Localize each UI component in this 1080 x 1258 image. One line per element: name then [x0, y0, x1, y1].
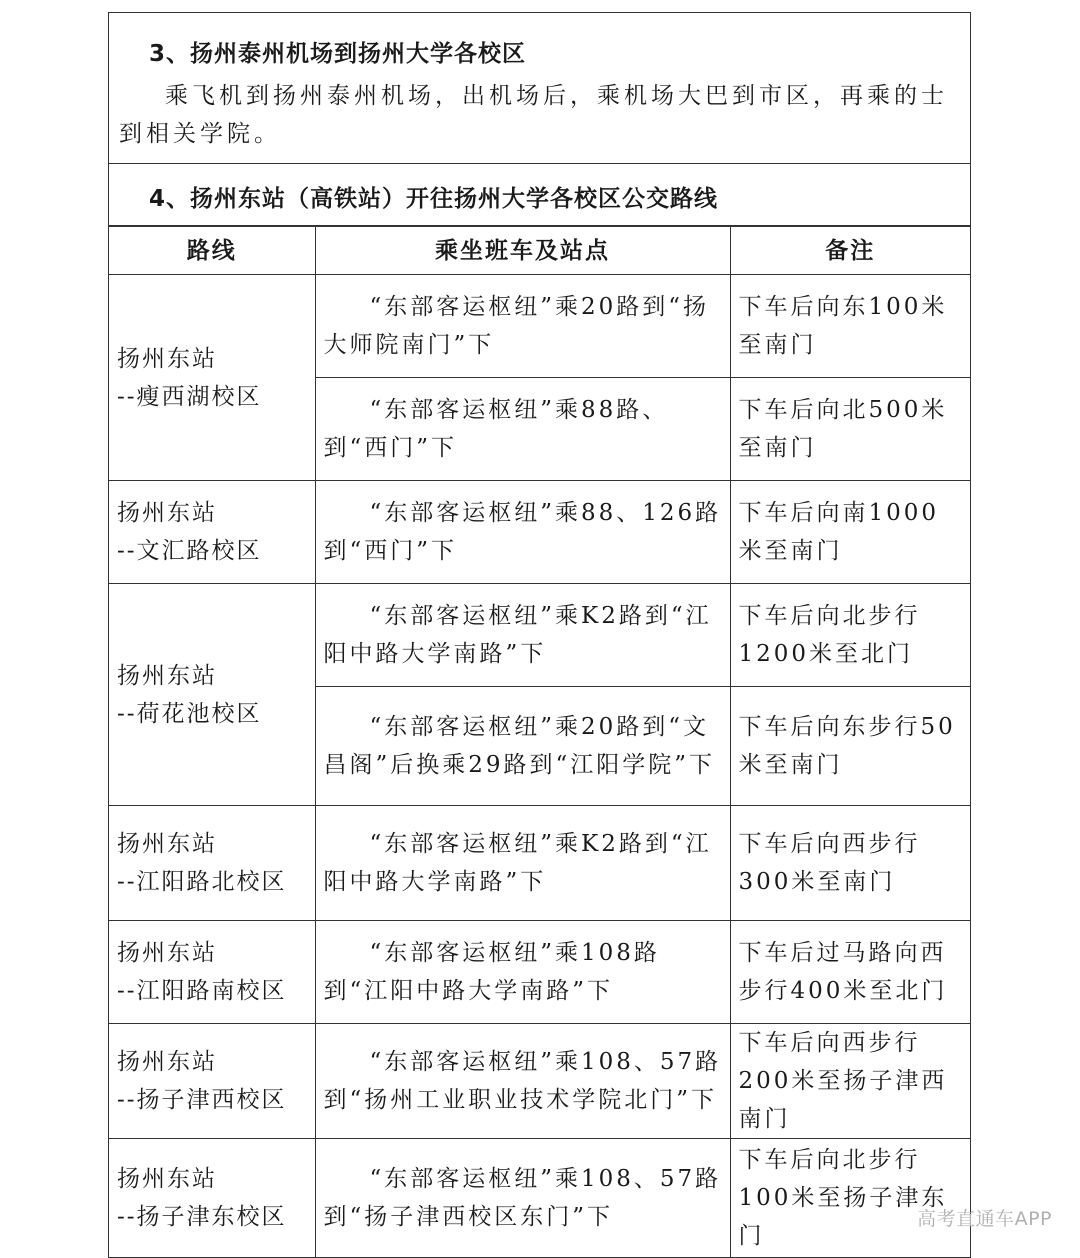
route-origin: 扬州东站 [117, 1049, 217, 1075]
table-row [109, 481, 970, 584]
note-cell: 下车后向北500米至南门 [730, 378, 970, 481]
bus-cell: “东部客运枢纽”乘88路、到“西门”下 [315, 378, 730, 481]
table-row [109, 806, 970, 921]
route-cell [109, 584, 315, 806]
note-cell: 下车后向东步行50米至南门 [730, 687, 970, 806]
route-destination: --扬子津西校区 [117, 1087, 287, 1113]
bus-cell: “东部客运枢纽”乘20路到“扬大师院南门”下 [315, 275, 730, 378]
bus-cell: “东部客运枢纽”乘108、57路到“扬子津西校区东门”下 [315, 1139, 730, 1258]
route-origin: 扬州东站 [117, 1166, 217, 1192]
note-cell: 下车后过马路向西步行400米至北门 [730, 921, 970, 1024]
route-destination: --文汇路校区 [117, 538, 262, 564]
section-bus-routes [109, 164, 970, 226]
note-cell: 下车后向西步行200米至扬子津西南门 [730, 1024, 970, 1139]
document-page [108, 12, 971, 1258]
bus-cell: “东部客运枢纽”乘108路到“江阳中路大学南路”下 [315, 921, 730, 1024]
table-row [109, 275, 970, 378]
note-cell: 下车后向北步行1200米至北门 [730, 584, 970, 687]
section-title-airport: 3、扬州泰州机场到扬州大学各校区 [149, 41, 527, 67]
header-route: 路线 [109, 227, 315, 275]
bus-cell: “东部客运枢纽”乘K2路到“江阳中路大学南路”下 [315, 584, 730, 687]
note-cell: 下车后向南1000米至南门 [730, 481, 970, 584]
route-cell [109, 1139, 315, 1258]
route-cell [109, 921, 315, 1024]
route-destination: --江阳路南校区 [117, 978, 287, 1004]
route-destination: --瘦西湖校区 [117, 383, 262, 410]
table-row [109, 921, 970, 1024]
table-row [109, 1024, 970, 1139]
route-cell [109, 1024, 315, 1139]
table-row [109, 584, 970, 687]
route-origin: 扬州东站 [117, 500, 217, 526]
bus-cell: “东部客运枢纽”乘K2路到“江阳中路大学南路”下 [315, 806, 730, 921]
table-header-row [109, 227, 970, 275]
bus-cell: “东部客运枢纽”乘108、57路到“扬州工业职业技术学院北门”下 [315, 1024, 730, 1139]
note-cell: 下车后向西步行300米至南门 [730, 806, 970, 921]
route-cell [109, 275, 315, 481]
table-row [109, 1139, 970, 1258]
route-origin: 扬州东站 [117, 940, 217, 966]
section-title-bus-routes: 4、扬州东站（高铁站）开往扬州大学各校区公交路线 [149, 186, 719, 212]
bus-cell: “东部客运枢纽”乘88、126路到“西门”下 [315, 481, 730, 584]
route-origin: 扬州东站 [117, 345, 217, 372]
note-cell: 下车后向北步行100米至扬子津东门 [730, 1139, 970, 1258]
route-destination: --荷花池校区 [117, 700, 262, 727]
section-body-airport: 乘飞机到扬州泰州机场，出机场后，乘机场大巴到市区，再乘的士到相关学院。 [119, 83, 948, 147]
route-destination: --江阳路北校区 [117, 869, 287, 895]
bus-route-table [109, 226, 970, 1258]
bus-cell: “东部客运枢纽”乘20路到“文昌阁”后换乘29路到“江阳学院”下 [315, 687, 730, 806]
route-origin: 扬州东站 [117, 662, 217, 689]
route-cell [109, 481, 315, 584]
route-cell [109, 806, 315, 921]
section-airport [109, 12, 970, 164]
header-bus-stops: 乘坐班车及站点 [315, 227, 730, 275]
header-notes: 备注 [730, 227, 970, 275]
route-destination: --扬子津东校区 [117, 1204, 287, 1230]
route-origin: 扬州东站 [117, 831, 217, 857]
watermark-text: 高考直通车APP [917, 1208, 1052, 1230]
note-cell: 下车后向东100米至南门 [730, 275, 970, 378]
